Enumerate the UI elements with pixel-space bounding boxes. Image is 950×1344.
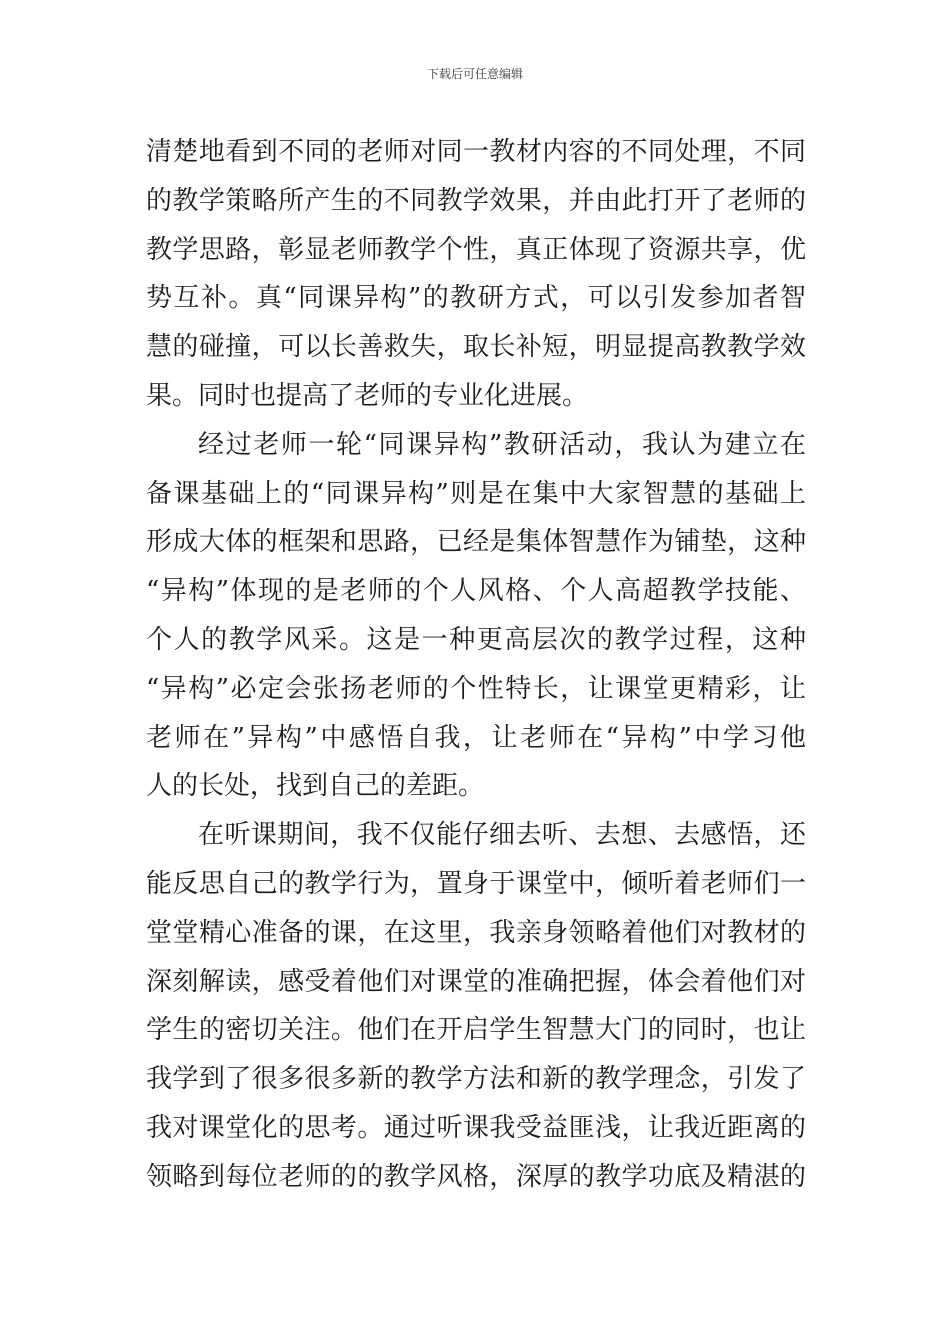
text-line: 的教学策略所产生的不同教学效果，并由此打开了老师的 <box>146 185 806 216</box>
paragraph-first-line: 在听课期间，我不仅能仔细去听、去想、去感悟，还 <box>198 820 806 851</box>
text-line: 堂堂精心准备的课，在这里，我亲身领略着他们对教材的 <box>146 917 806 948</box>
text-line: 深刻解读，感受着他们对课堂的准确把握，体会着他们对 <box>146 966 806 997</box>
page-header-note: 下载后可任意编辑 <box>426 67 523 81</box>
text-line: 教学思路，彰显老师教学个性，真正体现了资源共享，优 <box>146 234 806 265</box>
text-line: 备课基础上的“同课异构”则是在集中大家智慧的基础上 <box>146 478 806 509</box>
text-line: “异构”体现的是老师的个人风格、个人高超教学技能、 <box>146 576 806 607</box>
paragraph-first-line: 经过老师一轮“同课异构”教研活动，我认为建立在 <box>198 429 806 460</box>
text-line: 我学到了很多很多新的教学方法和新的教学理念，引发了 <box>146 1064 806 1095</box>
text-line: 老师在”异构”中感悟自我，让老师在“异构”中学习他 <box>146 722 806 753</box>
paragraph-end-line: 果。同时也提高了老师的专业化进展。 <box>146 380 589 411</box>
text-line: “异构”必定会张扬老师的个性特长，让课堂更精彩，让 <box>146 673 806 704</box>
text-line: 形成大体的框架和思路，已经是集体智慧作为铺垫，这种 <box>146 527 806 558</box>
text-line: 慧的碰撞，可以长善救失，取长补短，明显提高教教学效 <box>146 332 806 363</box>
text-line: 能反思自己的教学行为，置身于课堂中，倾听着老师们一 <box>146 868 806 899</box>
paragraph-end-line: 人的长处，找到自己的差距。 <box>146 771 485 802</box>
document-body <box>146 128 806 1202</box>
text-line: 清楚地看到不同的老师对同一教材内容的不同处理，不同 <box>146 137 806 167</box>
text-line: 我对课堂化的思考。通过听课我受益匪浅，让我近距离的 <box>146 1112 806 1143</box>
text-line: 势互补。真“同课异构”的教研方式，可以引发参加者智 <box>146 283 806 314</box>
text-line: 个人的教学风采。这是一种更高层次的教学过程，这种 <box>146 624 806 655</box>
text-line: 学生的密切关注。他们在开启学生智慧大门的同时，也让 <box>146 1015 806 1046</box>
text-line: 领略到每位老师的的教学风格，深厚的教学功底及精湛的 <box>146 1161 806 1192</box>
